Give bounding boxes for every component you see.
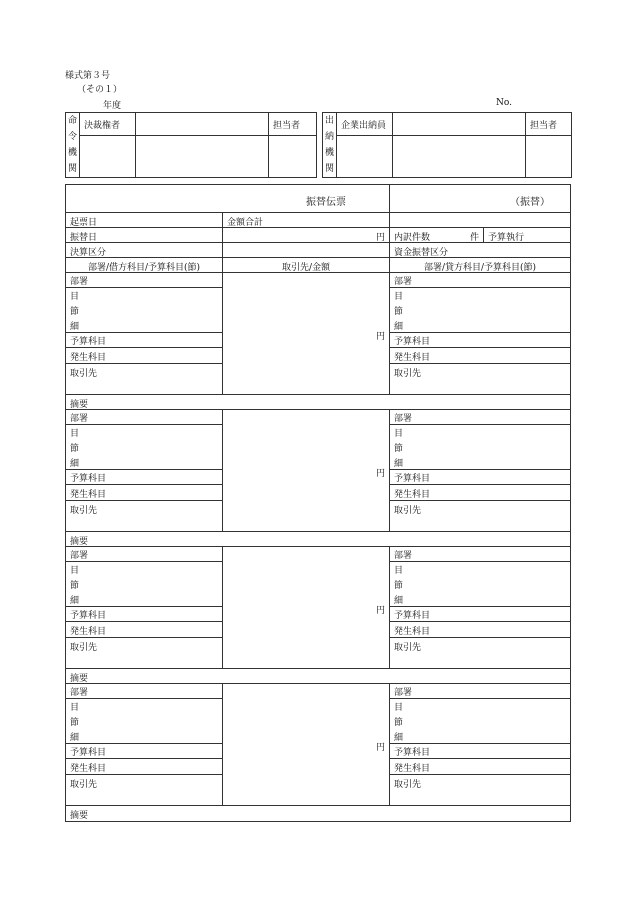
debit-field-4[interactable]: 予算科目	[66, 607, 222, 622]
debit-fields	[66, 273, 222, 394]
credit-field-1[interactable]: 目	[394, 703, 404, 713]
debit-field-1[interactable]: 目	[70, 292, 80, 302]
credit-field-0[interactable]: 部署	[390, 684, 570, 699]
amount-yen: 円	[375, 743, 385, 753]
total-amount-label: 金額合計	[222, 213, 389, 227]
debit-field-2[interactable]: 節	[70, 444, 80, 454]
voucher-entry	[66, 684, 570, 806]
fund-transfer-category-label: 資金振替区分	[389, 243, 570, 257]
debit-fields	[66, 547, 222, 668]
amount-cell[interactable]	[222, 273, 389, 394]
debit-field-4[interactable]: 予算科目	[66, 333, 222, 348]
credit-fields	[389, 684, 570, 805]
voucher-title: 振替伝票	[306, 197, 346, 208]
debit-field-1[interactable]: 目	[70, 703, 80, 713]
credit-field-6[interactable]: 取引先	[394, 643, 422, 653]
credit-fields	[389, 410, 570, 531]
furikaebi-row	[66, 228, 570, 243]
debit-field-4[interactable]: 予算科目	[66, 744, 222, 759]
credit-field-5[interactable]: 発生科目	[390, 623, 570, 638]
debit-field-0[interactable]: 部署	[66, 410, 222, 425]
remarks-row[interactable]: 摘要	[66, 395, 570, 410]
counterparty-amount-header: 取引先/金額	[222, 258, 389, 272]
amount-cell[interactable]	[222, 684, 389, 805]
furikaebi-label: 振替日	[70, 233, 98, 243]
amount-yen: 円	[375, 469, 385, 479]
credit-field-2[interactable]: 節	[394, 718, 404, 728]
debit-field-2[interactable]: 節	[70, 718, 80, 728]
credit-field-6[interactable]: 取引先	[394, 780, 422, 790]
amount-cell[interactable]	[222, 410, 389, 531]
order-staff-stamp-area[interactable]	[269, 136, 317, 178]
approver-stamp-field[interactable]	[136, 113, 269, 136]
order-staff-label: 担当者	[269, 113, 317, 136]
item-count-label: 内訳件数	[389, 228, 483, 242]
form-subnumber: （その１）	[77, 85, 123, 95]
credit-column-header: 部署/貸方科目/予算科目(節)	[389, 258, 570, 272]
budget-execution-label: 予算執行	[483, 228, 570, 242]
debit-field-1[interactable]: 目	[70, 566, 80, 576]
debit-field-5[interactable]: 発生科目	[66, 349, 222, 364]
credit-fields	[389, 273, 570, 394]
settlement-category-label: 決算区分	[70, 248, 107, 258]
debit-field-2[interactable]: 節	[70, 581, 80, 591]
treasurer-stamp-field[interactable]	[393, 113, 526, 136]
kessan-row	[66, 243, 570, 258]
voucher-entry	[66, 410, 570, 532]
voucher-entries	[66, 273, 570, 821]
voucher-title-row	[66, 185, 570, 213]
kihyobi-label: 起票日	[70, 218, 98, 228]
remarks-row[interactable]: 摘要	[66, 669, 570, 684]
treasurer-name-area[interactable]	[393, 136, 526, 178]
credit-field-4[interactable]: 予算科目	[390, 744, 570, 759]
debit-field-6[interactable]: 取引先	[70, 369, 98, 379]
number-label: No.	[496, 98, 512, 108]
treasury-authority-vertical-label: 出 納 機 関	[323, 113, 337, 178]
debit-field-3[interactable]: 細	[66, 455, 222, 470]
debit-column-header: 部署/借方科目/予算科目(節)	[87, 263, 201, 273]
credit-field-3[interactable]: 細	[390, 592, 570, 607]
voucher-entry	[66, 273, 570, 395]
debit-field-3[interactable]: 細	[66, 729, 222, 744]
credit-field-5[interactable]: 発生科目	[390, 486, 570, 501]
approver-stamp-area[interactable]	[80, 136, 136, 178]
remarks-row[interactable]: 摘要	[66, 532, 570, 547]
treasury-staff-stamp-area[interactable]	[526, 136, 572, 178]
credit-field-3[interactable]: 細	[390, 455, 570, 470]
debit-field-2[interactable]: 節	[70, 307, 80, 317]
settlement-category-field[interactable]	[222, 243, 389, 257]
credit-field-0[interactable]: 部署	[390, 273, 570, 288]
credit-field-3[interactable]: 細	[390, 318, 570, 333]
approver-label: 決裁権者	[80, 113, 136, 136]
debit-field-3[interactable]: 細	[66, 318, 222, 333]
credit-field-2[interactable]: 節	[394, 307, 404, 317]
credit-field-4[interactable]: 予算科目	[390, 333, 570, 348]
credit-field-2[interactable]: 節	[394, 581, 404, 591]
debit-field-5[interactable]: 発生科目	[66, 623, 222, 638]
credit-field-2[interactable]: 節	[394, 444, 404, 454]
credit-fields	[389, 547, 570, 668]
debit-field-0[interactable]: 部署	[66, 547, 222, 562]
credit-field-1[interactable]: 目	[394, 429, 404, 439]
treasurer-stamp-area[interactable]	[337, 136, 393, 178]
debit-fields	[66, 410, 222, 531]
order-authority-vertical-label: 命 令 機 関	[66, 113, 80, 178]
debit-field-5[interactable]: 発生科目	[66, 486, 222, 501]
debit-field-5[interactable]: 発生科目	[66, 760, 222, 775]
form-number: 様式第３号	[65, 71, 111, 81]
total-amount-yen[interactable]: 円	[222, 228, 389, 242]
column-header-row	[66, 258, 570, 273]
credit-field-3[interactable]: 細	[390, 729, 570, 744]
credit-field-4[interactable]: 予算科目	[390, 607, 570, 622]
transfer-voucher	[65, 184, 571, 822]
debit-field-0[interactable]: 部署	[66, 684, 222, 699]
debit-field-0[interactable]: 部署	[66, 273, 222, 288]
credit-field-0[interactable]: 部署	[390, 410, 570, 425]
kihyobi-row	[66, 213, 570, 228]
credit-field-1[interactable]: 目	[394, 566, 404, 576]
remarks-row[interactable]: 摘要	[70, 811, 89, 821]
order-authority-table	[65, 112, 317, 178]
treasurer-label: 企業出納員	[337, 113, 393, 136]
debit-field-3[interactable]: 細	[66, 592, 222, 607]
credit-field-1[interactable]: 目	[394, 292, 404, 302]
credit-field-6[interactable]: 取引先	[394, 369, 422, 379]
kihyobi-right-blank[interactable]	[389, 213, 570, 227]
fiscal-year-label: 年度	[103, 101, 122, 111]
credit-field-4[interactable]: 予算科目	[390, 470, 570, 485]
treasury-authority-table	[322, 112, 572, 178]
amount-cell[interactable]	[222, 547, 389, 668]
voucher-entry	[66, 547, 570, 669]
treasury-staff-label: 担当者	[526, 113, 572, 136]
amount-yen: 円	[375, 606, 385, 616]
amount-yen: 円	[375, 332, 385, 342]
debit-field-6[interactable]: 取引先	[70, 506, 98, 516]
debit-field-6[interactable]: 取引先	[70, 643, 98, 653]
debit-field-1[interactable]: 目	[70, 429, 80, 439]
debit-field-6[interactable]: 取引先	[70, 780, 98, 790]
debit-field-4[interactable]: 予算科目	[66, 470, 222, 485]
credit-field-6[interactable]: 取引先	[394, 506, 422, 516]
item-count-unit: 件	[469, 233, 479, 243]
debit-fields	[66, 684, 222, 805]
credit-field-5[interactable]: 発生科目	[390, 349, 570, 364]
approver-name-area[interactable]	[136, 136, 269, 178]
voucher-type: （振替）	[389, 185, 570, 212]
credit-field-0[interactable]: 部署	[390, 547, 570, 562]
credit-field-5[interactable]: 発生科目	[390, 760, 570, 775]
